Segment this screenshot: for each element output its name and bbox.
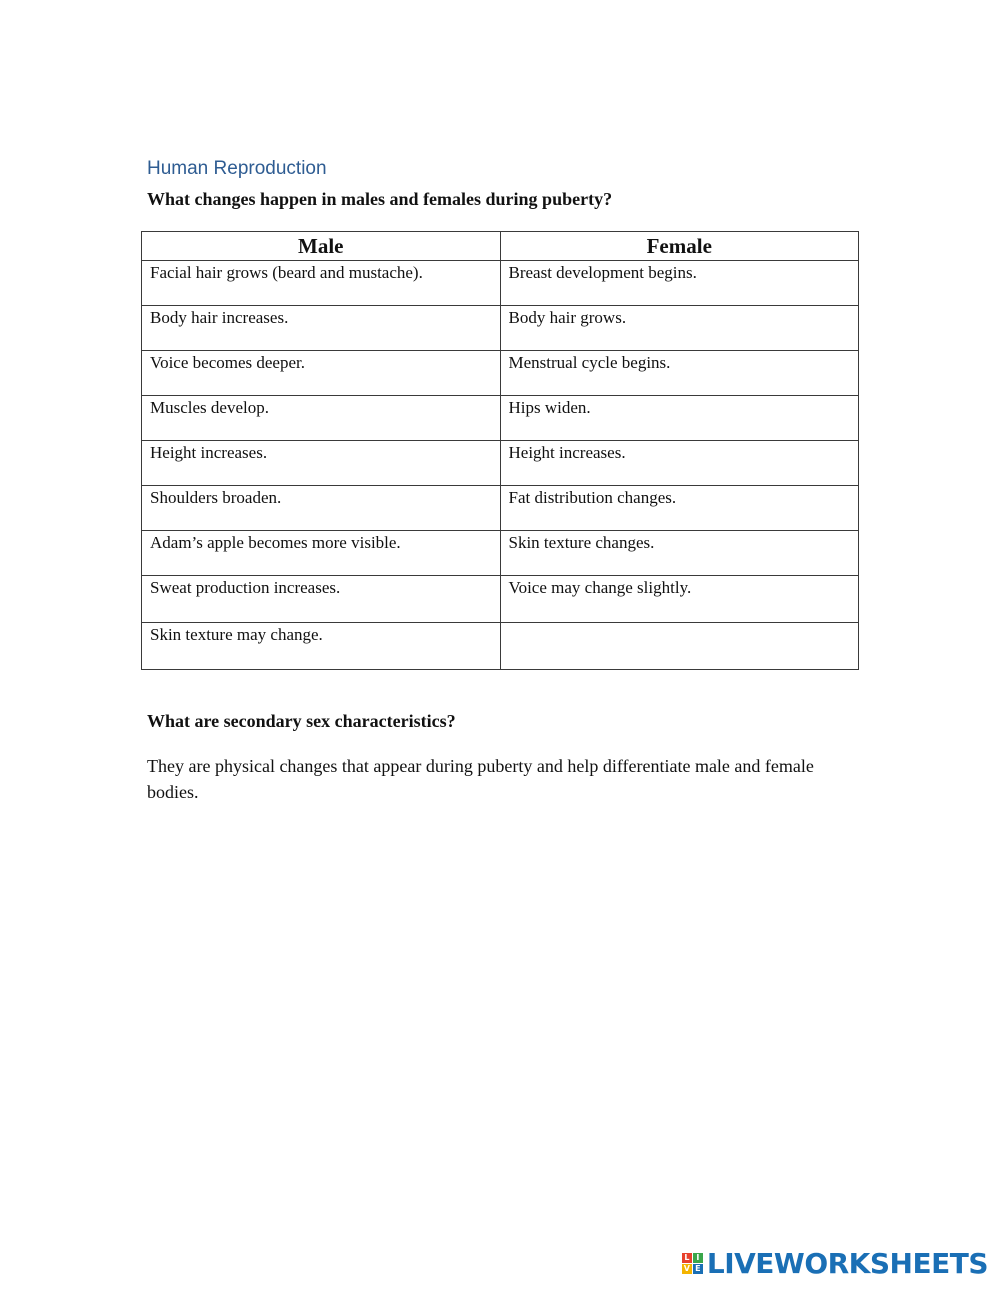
male-cell: Voice becomes deeper.	[142, 351, 501, 396]
female-cell: Body hair grows.	[500, 306, 859, 351]
female-cell: Menstrual cycle begins.	[500, 351, 859, 396]
table-row	[142, 396, 859, 441]
brand-name: LIVEWORKSHEETS	[706, 1247, 988, 1280]
liveworksheets-brand	[682, 1247, 988, 1280]
female-cell: Voice may change slightly.	[500, 576, 859, 623]
puberty-changes-table	[141, 231, 859, 670]
logo-letter: L	[682, 1253, 692, 1263]
male-cell: Sweat production increases.	[142, 576, 501, 623]
female-cell	[500, 623, 859, 670]
logo-letter: I	[693, 1253, 703, 1263]
male-cell: Body hair increases.	[142, 306, 501, 351]
female-cell: Hips widen.	[500, 396, 859, 441]
table-row	[142, 351, 859, 396]
table-row	[142, 623, 859, 670]
male-cell: Adam’s apple becomes more visible.	[142, 531, 501, 576]
liveworksheets-logo-icon	[682, 1253, 703, 1274]
male-cell: Facial hair grows (beard and mustache).	[142, 261, 501, 306]
male-cell: Height increases.	[142, 441, 501, 486]
table-row	[142, 441, 859, 486]
table-row	[142, 306, 859, 351]
table-row	[142, 486, 859, 531]
female-cell: Breast development begins.	[500, 261, 859, 306]
table-row	[142, 261, 859, 306]
header-male: Male	[142, 232, 501, 261]
header-female: Female	[500, 232, 859, 261]
table-row	[142, 531, 859, 576]
question-puberty-changes: What changes happen in males and females during puberty?	[147, 189, 613, 209]
logo-letter: V	[683, 1264, 690, 1273]
table-row	[142, 576, 859, 623]
male-cell: Skin texture may change.	[142, 623, 501, 670]
male-cell: Muscles develop.	[142, 396, 501, 441]
logo-letter: E	[693, 1264, 703, 1274]
document-title: Human Reproduction	[147, 158, 327, 179]
table-header-row	[142, 232, 859, 261]
female-cell: Fat distribution changes.	[500, 486, 859, 531]
male-cell: Shoulders broaden.	[142, 486, 501, 531]
answer-secondary-characteristics: They are physical changes that appear during puberty and help differentiate male and female bodies.	[147, 756, 814, 802]
question-secondary-characteristics: What are secondary sex characteristics?	[147, 711, 456, 731]
female-cell: Skin texture changes.	[500, 531, 859, 576]
female-cell: Height increases.	[500, 441, 859, 486]
